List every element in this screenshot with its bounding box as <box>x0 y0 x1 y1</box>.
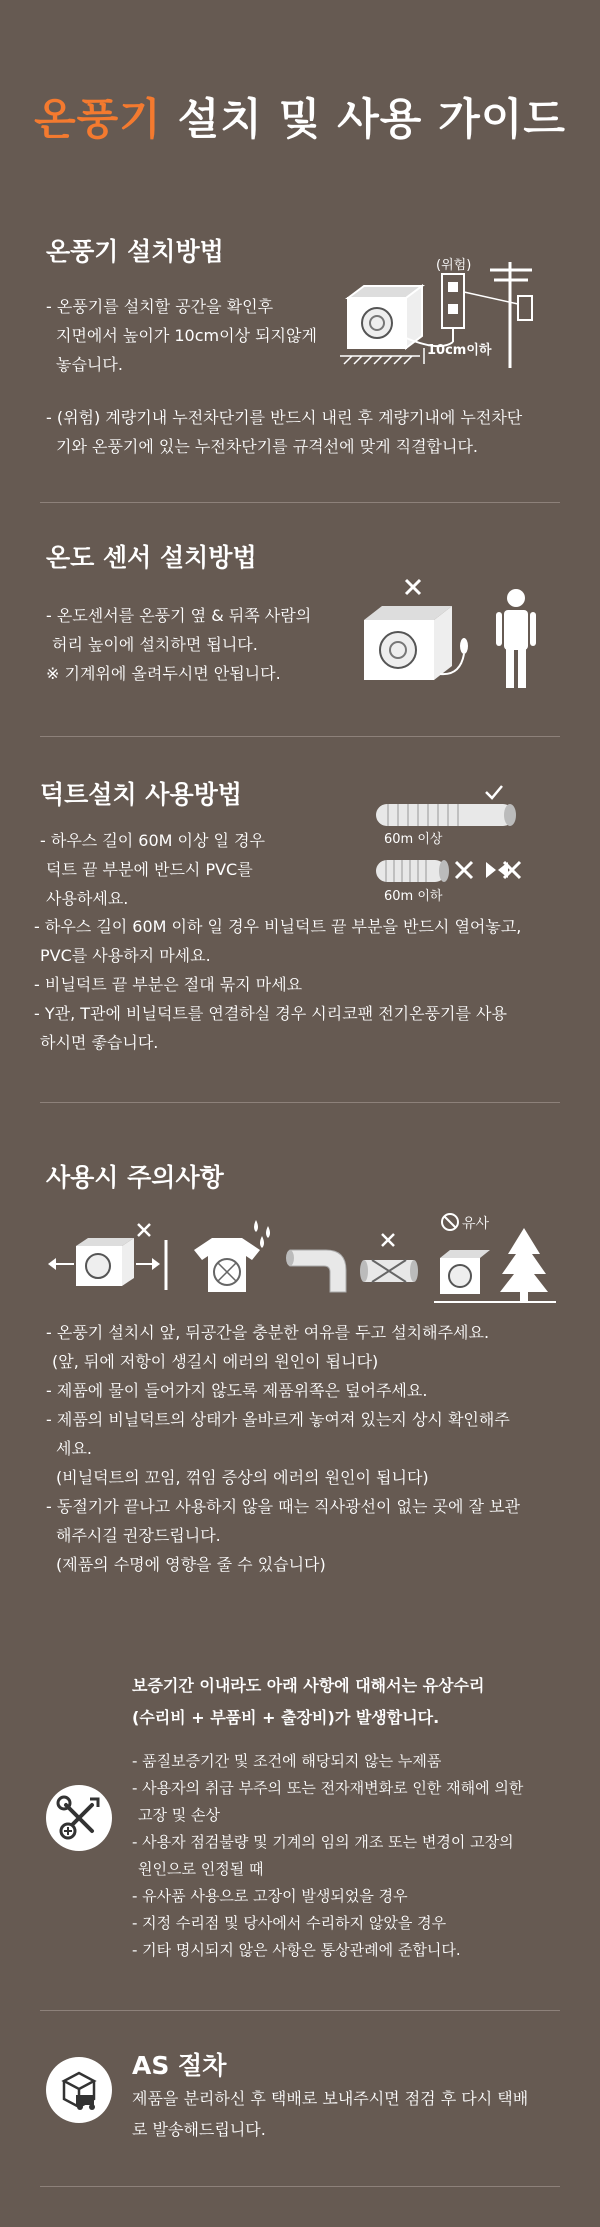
sensor-illustration <box>360 576 560 696</box>
sensor-line: 허리 높이에 설치하면 됩니다. <box>52 635 258 654</box>
warranty-item: - 기타 명시되지 않은 사항은 통상관례에 준합니다. <box>132 1941 461 1959</box>
duct-line: 덕트 끝 부분에 반드시 PVC를 <box>46 860 253 879</box>
warranty-heading-line-1: 보증기간 이내라도 아래 사항에 대해서는 유상수리 <box>132 1676 485 1695</box>
install-line: - (위험) 계량기내 누전차단기를 반드시 내린 후 계량기내에 누전차단 <box>46 408 523 427</box>
warranty-item: - 지정 수리점 및 당사에서 수리하지 않았을 경우 <box>132 1914 447 1932</box>
duct-caption-over: 60m 이상 <box>384 832 443 847</box>
duct-caption-under: 60m 이하 <box>384 889 443 904</box>
divider <box>40 2186 560 2187</box>
caution-line: - 온풍기 설치시 앞, 뒤공간을 충분한 여유를 두고 설치해주세요. <box>46 1323 490 1342</box>
warranty-list <box>132 1748 523 1964</box>
warranty-item: - 유사품 사용으로 고장이 발생되었을 경우 <box>132 1887 408 1905</box>
install-heading: 온풍기 설치방법 <box>46 237 224 266</box>
duct-line: 하시면 좋습니다. <box>40 1033 159 1052</box>
duct-text-b <box>34 912 521 1057</box>
install-line: 놓습니다. <box>56 355 123 374</box>
install-para-2 <box>46 403 522 461</box>
duct-heading: 덕트설치 사용방법 <box>40 780 242 809</box>
title-rest: 설치 및 사용 가이드 <box>161 95 566 145</box>
install-line: - 온풍기를 설치할 공간을 확인후 <box>46 297 274 316</box>
caution-line: (제품의 수명에 영향을 줄 수 있습니다) <box>56 1555 326 1574</box>
sensor-text <box>46 601 311 688</box>
warranty-item: - 품질보증기간 및 조건에 해당되지 않는 누제품 <box>132 1752 442 1770</box>
as-line: 제품을 분리하신 후 택배로 보내주시면 점검 후 다시 택배 <box>132 2089 529 2108</box>
sensor-heading: 온도 센서 설치방법 <box>46 543 257 572</box>
caution-text <box>46 1318 520 1579</box>
caution-line: - 제품에 물이 들어가지 않도록 제품위쪽은 덮어주세요. <box>46 1381 428 1400</box>
install-line: 기와 온풍기에 있는 누전차단기를 규격선에 맞게 직결합니다. <box>56 437 479 456</box>
duct-line: - Y관, T관에 비닐덕트를 연결하실 경우 시리코팬 전기온풍기를 사용 <box>34 1004 507 1023</box>
warranty-item: - 사용자 점검불량 및 기계의 임의 개조 또는 변경이 고장의 <box>132 1833 514 1851</box>
divider <box>40 2010 560 2011</box>
duct-line: 사용하세요. <box>46 889 129 908</box>
warranty-item: 원인으로 인정될 때 <box>138 1860 264 1878</box>
tools-icon <box>46 1785 112 1851</box>
caution-line: - 제품의 비닐덕트의 상태가 올바르게 놓여져 있는지 상시 확인해주 <box>46 1410 510 1429</box>
warranty-heading-line-2: (수리비 + 부품비 + 출장비)가 발생합니다. <box>132 1708 440 1727</box>
divider <box>40 736 560 737</box>
page-title <box>0 86 600 147</box>
divider <box>40 502 560 503</box>
divider <box>40 1102 560 1103</box>
duct-line: - 비닐덕트 끝 부분은 절대 묶지 마세요 <box>34 975 303 994</box>
title-accent: 온풍기 <box>34 95 162 145</box>
caution-line: 해주시길 권장드립니다. <box>56 1526 221 1545</box>
height-label: 10cm이하 <box>427 343 492 358</box>
as-text <box>132 2083 528 2145</box>
delivery-box-icon <box>46 2057 112 2123</box>
duct-line: PVC를 사용하지 마세요. <box>40 946 211 965</box>
caution-line: 세요. <box>56 1439 92 1458</box>
warranty-item: 고장 및 손상 <box>138 1806 220 1824</box>
sensor-line: ※ 기계위에 올려두시면 안됩니다. <box>46 664 281 683</box>
sensor-line: - 온도센서를 온풍기 옆 & 뒤쪽 사람의 <box>46 606 312 625</box>
warranty-item: - 사용자의 취급 부주의 또는 전자재변화로 인한 재해에 의한 <box>132 1779 524 1797</box>
caution-line: (앞, 뒤에 저항이 생길시 에러의 원인이 됩니다) <box>52 1352 379 1371</box>
caution-line: - 동절기가 끝나고 사용하지 않을 때는 직사광선이 없는 곳에 잘 보관 <box>46 1497 520 1516</box>
duct-line: - 하우스 길이 60M 이상 일 경우 <box>40 831 266 850</box>
install-line: 지면에서 높이가 10cm이상 되지않게 <box>56 326 317 345</box>
no-oil-label: 유사 <box>462 1216 490 1232</box>
caution-heading: 사용시 주의사항 <box>46 1163 224 1192</box>
warranty-heading <box>132 1670 484 1734</box>
as-line: 로 발송해드립니다. <box>132 2120 266 2139</box>
duct-text-a <box>40 826 265 913</box>
duct-line: - 하우스 길이 60M 이하 일 경우 비닐덕트 끝 부분을 반드시 열어놓고, <box>34 917 522 936</box>
danger-label: (위험) <box>436 258 472 273</box>
as-heading: AS 절차 <box>132 2051 227 2080</box>
caution-line: (비닐덕트의 꼬임, 꺾임 증상의 에러의 원인이 됩니다) <box>56 1468 429 1487</box>
install-para-1 <box>46 292 317 379</box>
